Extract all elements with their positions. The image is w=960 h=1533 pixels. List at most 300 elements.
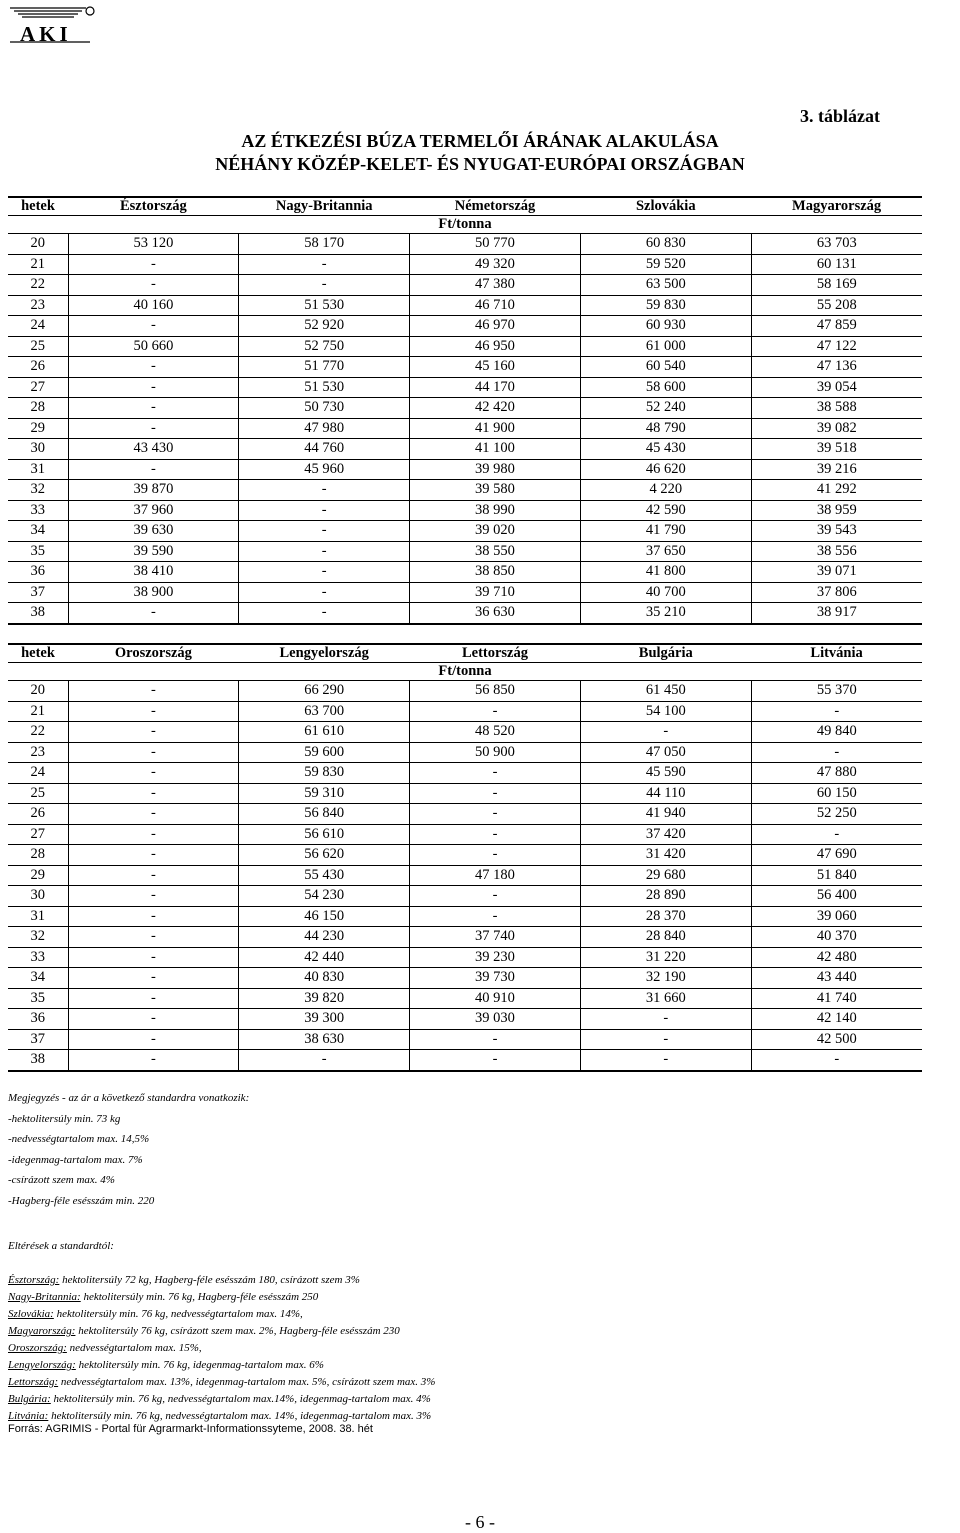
price-cell: - [68, 1050, 239, 1071]
column-header: Magyarország [751, 197, 922, 216]
table-row [8, 562, 922, 583]
price-cell: 38 410 [68, 562, 239, 583]
week-cell: 26 [8, 804, 68, 825]
week-cell: 36 [8, 1009, 68, 1030]
price-cell: - [410, 1029, 581, 1050]
table-row [8, 459, 922, 480]
note-line: -nedvességtartalom max. 14,5% [8, 1133, 150, 1145]
week-cell: 34 [8, 968, 68, 989]
price-cell: - [239, 254, 410, 275]
week-cell: 22 [8, 722, 68, 743]
price-cell: 51 530 [239, 377, 410, 398]
price-cell: 47 180 [410, 865, 581, 886]
price-cell: - [68, 275, 239, 296]
price-cell: 47 136 [751, 357, 922, 378]
price-cell: 45 160 [410, 357, 581, 378]
deviation-item [8, 1306, 908, 1323]
price-cell: 28 890 [580, 886, 751, 907]
price-cell: 46 150 [239, 906, 410, 927]
price-cell: 44 230 [239, 927, 410, 948]
price-cell: - [580, 1009, 751, 1030]
week-cell: 30 [8, 886, 68, 907]
page-number: - 6 - [465, 1512, 495, 1532]
table-row [8, 988, 922, 1009]
price-cell: 47 880 [751, 763, 922, 784]
price-cell: 38 917 [751, 603, 922, 624]
deviation-text: hektolitersúly min. 76 kg, Hagberg-féle esésszám 250 [80, 1291, 319, 1303]
price-cell: 38 990 [410, 500, 581, 521]
price-cell: 44 760 [239, 439, 410, 460]
logo-text: AKI [20, 22, 72, 46]
price-cell: - [751, 701, 922, 722]
deviation-country: Nagy-Britannia: [8, 1291, 81, 1303]
price-cell: 59 520 [580, 254, 751, 275]
table-row [8, 906, 922, 927]
price-cell: - [68, 254, 239, 275]
price-table-2 [8, 643, 922, 1072]
price-cell: 59 830 [239, 763, 410, 784]
price-cell: 31 420 [580, 845, 751, 866]
week-cell: 33 [8, 947, 68, 968]
price-cell: 61 450 [580, 681, 751, 702]
price-cell: 39 730 [410, 968, 581, 989]
week-cell: 35 [8, 988, 68, 1009]
price-cell: - [68, 418, 239, 439]
deviation-country: Szlovákia: [8, 1308, 54, 1320]
deviation-country: Észtország: [8, 1274, 60, 1286]
price-cell: 39 060 [751, 906, 922, 927]
price-cell: - [68, 886, 239, 907]
price-cell: 39 590 [68, 541, 239, 562]
table-row [8, 377, 922, 398]
price-cell: - [239, 521, 410, 542]
price-cell: - [68, 377, 239, 398]
price-cell: 39 980 [410, 459, 581, 480]
price-cell: 41 740 [751, 988, 922, 1009]
price-cell: 45 590 [580, 763, 751, 784]
table-row [8, 439, 922, 460]
price-cell: 39 518 [751, 439, 922, 460]
table-row [8, 722, 922, 743]
week-cell: 28 [8, 398, 68, 419]
price-cell: 43 440 [751, 968, 922, 989]
deviation-country: Magyarország: [8, 1325, 76, 1337]
standard-notes [8, 1088, 908, 1211]
price-cell: 60 150 [751, 783, 922, 804]
price-cell: 55 370 [751, 681, 922, 702]
price-cell: - [68, 459, 239, 480]
price-cell: 51 530 [239, 295, 410, 316]
price-cell: 55 430 [239, 865, 410, 886]
deviations-list [8, 1238, 908, 1425]
week-cell: 36 [8, 562, 68, 583]
price-cell: 40 160 [68, 295, 239, 316]
table-row [8, 603, 922, 624]
price-cell: 50 900 [410, 742, 581, 763]
deviation-item [8, 1272, 908, 1289]
price-cell: - [751, 1050, 922, 1071]
column-header: Észtország [68, 197, 239, 216]
table-row [8, 521, 922, 542]
price-cell: 52 750 [239, 336, 410, 357]
price-cell: 38 630 [239, 1029, 410, 1050]
price-cell: 60 540 [580, 357, 751, 378]
week-cell: 23 [8, 295, 68, 316]
table-row [8, 254, 922, 275]
week-cell: 26 [8, 357, 68, 378]
price-cell: 46 950 [410, 336, 581, 357]
deviations-title: Eltérések a standardtól: [8, 1240, 114, 1252]
price-cell: - [410, 1050, 581, 1071]
table-row [8, 1009, 922, 1030]
week-cell: 25 [8, 336, 68, 357]
price-cell: 39 300 [239, 1009, 410, 1030]
price-cell: 45 960 [239, 459, 410, 480]
table-row [8, 1050, 922, 1071]
price-cell: - [68, 1009, 239, 1030]
price-cell: - [410, 906, 581, 927]
price-cell: - [580, 1029, 751, 1050]
price-cell: 40 700 [580, 582, 751, 603]
price-cell: 32 190 [580, 968, 751, 989]
week-cell: 24 [8, 316, 68, 337]
column-header: Szlovákia [580, 197, 751, 216]
price-cell: 47 980 [239, 418, 410, 439]
deviation-item [8, 1374, 908, 1391]
price-cell: 42 500 [751, 1029, 922, 1050]
price-cell: 46 970 [410, 316, 581, 337]
deviation-item [8, 1357, 908, 1374]
price-cell: 28 370 [580, 906, 751, 927]
price-cell: - [410, 824, 581, 845]
column-header: Lettország [410, 644, 581, 663]
unit-row [8, 663, 922, 681]
price-cell: 39 630 [68, 521, 239, 542]
price-cell: 44 170 [410, 377, 581, 398]
price-cell: 38 556 [751, 541, 922, 562]
price-cell: 37 650 [580, 541, 751, 562]
price-cell: 58 170 [239, 234, 410, 255]
price-cell: 56 400 [751, 886, 922, 907]
price-cell: 49 840 [751, 722, 922, 743]
price-cell: - [68, 722, 239, 743]
week-cell: 32 [8, 927, 68, 948]
table-row [8, 480, 922, 501]
week-cell: 21 [8, 701, 68, 722]
price-cell: 48 520 [410, 722, 581, 743]
column-header: Oroszország [68, 644, 239, 663]
price-cell: 39 580 [410, 480, 581, 501]
deviation-item [8, 1323, 908, 1340]
price-cell: 66 290 [239, 681, 410, 702]
table-row [8, 804, 922, 825]
price-cell: - [410, 701, 581, 722]
price-cell: 46 710 [410, 295, 581, 316]
table-number: 3. táblázat [800, 106, 880, 126]
week-cell: 31 [8, 459, 68, 480]
price-cell: - [68, 865, 239, 886]
deviation-item [8, 1391, 908, 1408]
price-cell: - [751, 824, 922, 845]
price-cell: 63 500 [580, 275, 751, 296]
week-cell: 32 [8, 480, 68, 501]
price-cell: 31 220 [580, 947, 751, 968]
table-row [8, 398, 922, 419]
week-cell: 31 [8, 906, 68, 927]
price-cell: 51 840 [751, 865, 922, 886]
price-cell: 47 122 [751, 336, 922, 357]
price-cell: 37 740 [410, 927, 581, 948]
price-cell: - [68, 845, 239, 866]
price-cell: 37 960 [68, 500, 239, 521]
deviation-text: nedvességtartalom max. 15%, [66, 1342, 202, 1354]
spacer [8, 1255, 908, 1272]
price-cell: 31 660 [580, 988, 751, 1009]
title-line-2: NÉHÁNY KÖZÉP-KELET- ÉS NYUGAT-EURÓPAI ORSZÁGBAN [215, 154, 745, 174]
price-cell: - [239, 500, 410, 521]
price-cell: - [410, 845, 581, 866]
table-row [8, 295, 922, 316]
price-cell: 42 440 [239, 947, 410, 968]
column-header: Németország [410, 197, 581, 216]
price-cell: - [68, 927, 239, 948]
price-cell: 39 710 [410, 582, 581, 603]
price-cell: - [239, 603, 410, 624]
deviation-text: hektolitersúly min. 76 kg, idegenmag-tartalom max. 6% [75, 1359, 324, 1371]
price-cell: 28 840 [580, 927, 751, 948]
table-row [8, 927, 922, 948]
price-cell: - [68, 1029, 239, 1050]
table-row [8, 316, 922, 337]
table-row [8, 541, 922, 562]
table-row [8, 701, 922, 722]
price-cell: 41 292 [751, 480, 922, 501]
aki-logo [8, 4, 98, 46]
week-cell: 38 [8, 603, 68, 624]
price-cell: - [239, 480, 410, 501]
week-cell: 23 [8, 742, 68, 763]
unit-label: Ft/tonna [8, 216, 922, 234]
deviation-text: hektolitersúly min. 76 kg, nedvességtartalom max.14%, idegenmag-tartalom max. 4% [50, 1393, 431, 1405]
week-cell: 30 [8, 439, 68, 460]
deviation-country: Lettország: [8, 1376, 59, 1388]
price-cell: 41 100 [410, 439, 581, 460]
price-cell: - [68, 968, 239, 989]
price-cell: 42 590 [580, 500, 751, 521]
price-cell: - [68, 357, 239, 378]
price-cell: 56 840 [239, 804, 410, 825]
price-cell: 41 790 [580, 521, 751, 542]
price-cell: - [580, 722, 751, 743]
table-row [8, 845, 922, 866]
week-cell: 29 [8, 418, 68, 439]
price-cell: 47 050 [580, 742, 751, 763]
price-cell: 60 930 [580, 316, 751, 337]
price-table-1 [8, 196, 922, 625]
price-cell: - [68, 947, 239, 968]
price-cell: 44 110 [580, 783, 751, 804]
week-cell: 38 [8, 1050, 68, 1071]
price-cell: 50 730 [239, 398, 410, 419]
table-row [8, 234, 922, 255]
week-cell: 27 [8, 377, 68, 398]
price-cell: 39 071 [751, 562, 922, 583]
price-cell: 39 543 [751, 521, 922, 542]
deviation-country: Oroszország: [8, 1342, 67, 1354]
price-cell: 41 800 [580, 562, 751, 583]
price-cell: 60 830 [580, 234, 751, 255]
price-cell: 46 620 [580, 459, 751, 480]
price-cell: 47 690 [751, 845, 922, 866]
price-cell: 42 480 [751, 947, 922, 968]
price-cell: 38 900 [68, 582, 239, 603]
deviation-text: nedvességtartalom max. 13%, idegenmag-tartalom max. 5%, csírázott szem max. 3% [58, 1376, 436, 1388]
price-cell: 39 020 [410, 521, 581, 542]
price-cell: 54 100 [580, 701, 751, 722]
week-cell: 35 [8, 541, 68, 562]
price-cell: 41 900 [410, 418, 581, 439]
price-cell: - [68, 763, 239, 784]
price-cell: - [239, 275, 410, 296]
table-row [8, 947, 922, 968]
table-row [8, 865, 922, 886]
week-cell: 25 [8, 783, 68, 804]
price-cell: - [410, 804, 581, 825]
price-cell: 47 859 [751, 316, 922, 337]
price-cell: - [410, 763, 581, 784]
table-row [8, 742, 922, 763]
price-cell: 49 320 [410, 254, 581, 275]
price-cell: 29 680 [580, 865, 751, 886]
deviation-text: hektolitersúly min. 76 kg, nedvességtartalom max. 14%, idegenmag-tartalom max. 3% [48, 1410, 432, 1422]
price-cell: 50 660 [68, 336, 239, 357]
price-cell: 39 030 [410, 1009, 581, 1030]
week-cell: 21 [8, 254, 68, 275]
price-cell: 55 208 [751, 295, 922, 316]
note-line: -Hagberg-féle esésszám min. 220 [8, 1194, 155, 1207]
price-cell: 56 610 [239, 824, 410, 845]
deviation-country: Lengyelország: [8, 1359, 76, 1371]
table-row [8, 336, 922, 357]
table-header-row [8, 197, 922, 216]
price-cell: 38 959 [751, 500, 922, 521]
price-cell: 59 600 [239, 742, 410, 763]
deviation-item [8, 1340, 908, 1357]
title-line-1: AZ ÉTKEZÉSI BÚZA TERMELŐI ÁRÁNAK ALAKULÁSA [241, 131, 719, 151]
deviation-country: Litvánia: [8, 1410, 49, 1422]
price-cell: 50 770 [410, 234, 581, 255]
price-cell: 54 230 [239, 886, 410, 907]
column-header: Bulgária [580, 644, 751, 663]
source-note: Forrás: AGRIMIS - Portal für Agrarmarkt-Informationssyteme, 2008. 38. hét [8, 1423, 373, 1435]
table-header-row [8, 644, 922, 663]
price-cell: 39 870 [68, 480, 239, 501]
week-cell: 33 [8, 500, 68, 521]
price-cell: 45 430 [580, 439, 751, 460]
price-cell: 39 820 [239, 988, 410, 1009]
price-cell: 51 770 [239, 357, 410, 378]
price-cell: 38 550 [410, 541, 581, 562]
deviation-item [8, 1289, 908, 1306]
week-cell: 20 [8, 234, 68, 255]
table-row [8, 763, 922, 784]
price-cell: 35 210 [580, 603, 751, 624]
table-row [8, 886, 922, 907]
deviation-text: hektolitersúly 72 kg, Hagberg-féle esésszám 180, csírázott szem 3% [59, 1274, 360, 1286]
column-header: hetek [8, 644, 68, 663]
deviation-country: Bulgária: [8, 1393, 51, 1405]
table-row [8, 1029, 922, 1050]
price-cell: 40 830 [239, 968, 410, 989]
price-cell: - [68, 603, 239, 624]
column-header: Litvánia [751, 644, 922, 663]
note-line: Megjegyzés - az ár a következő standardra vonatkozik: [8, 1092, 250, 1104]
table-row [8, 418, 922, 439]
price-cell: 58 169 [751, 275, 922, 296]
week-cell: 34 [8, 521, 68, 542]
price-cell: 60 131 [751, 254, 922, 275]
price-cell: 38 588 [751, 398, 922, 419]
price-cell: 63 703 [751, 234, 922, 255]
week-cell: 37 [8, 1029, 68, 1050]
price-cell: - [68, 742, 239, 763]
price-cell: 42 420 [410, 398, 581, 419]
note-line: -csírázott szem max. 4% [8, 1174, 115, 1186]
table-row [8, 968, 922, 989]
price-cell: - [410, 886, 581, 907]
price-cell: 53 120 [68, 234, 239, 255]
price-cell: 37 420 [580, 824, 751, 845]
price-cell: 43 430 [68, 439, 239, 460]
table-row [8, 582, 922, 603]
price-cell: - [68, 316, 239, 337]
price-cell: 38 850 [410, 562, 581, 583]
price-cell: 47 380 [410, 275, 581, 296]
price-cell: - [68, 398, 239, 419]
price-cell: 61 610 [239, 722, 410, 743]
price-cell: 61 000 [580, 336, 751, 357]
price-cell: - [239, 1050, 410, 1071]
unit-label: Ft/tonna [8, 663, 922, 681]
price-cell: - [68, 804, 239, 825]
table-row [8, 824, 922, 845]
table-row [8, 783, 922, 804]
week-cell: 37 [8, 582, 68, 603]
price-cell: - [68, 824, 239, 845]
price-cell: - [239, 582, 410, 603]
price-cell: 48 790 [580, 418, 751, 439]
price-cell: 52 250 [751, 804, 922, 825]
price-cell: 58 600 [580, 377, 751, 398]
price-cell: 52 240 [580, 398, 751, 419]
table-row [8, 275, 922, 296]
week-cell: 28 [8, 845, 68, 866]
price-cell: 40 910 [410, 988, 581, 1009]
price-cell: - [68, 701, 239, 722]
deviation-text: hektolitersúly 76 kg, csírázott szem max. 2%, Hagberg-féle esésszám 230 [75, 1325, 400, 1337]
table-row [8, 681, 922, 702]
price-cell: - [68, 783, 239, 804]
unit-row [8, 216, 922, 234]
price-cell: 42 140 [751, 1009, 922, 1030]
price-cell: - [68, 988, 239, 1009]
price-cell: 59 310 [239, 783, 410, 804]
column-header: Nagy-Britannia [239, 197, 410, 216]
price-cell: 63 700 [239, 701, 410, 722]
week-cell: 22 [8, 275, 68, 296]
price-cell: 56 620 [239, 845, 410, 866]
price-cell: 39 082 [751, 418, 922, 439]
